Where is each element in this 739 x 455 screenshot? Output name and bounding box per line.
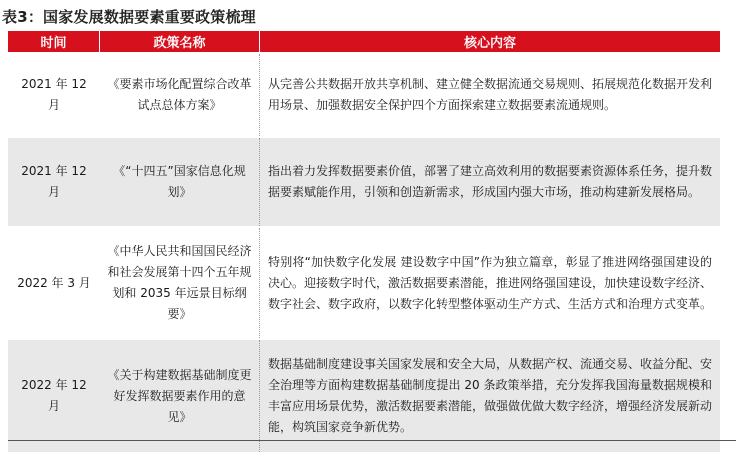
- row-time: 2022 年 12 月: [8, 340, 100, 452]
- policy-table: [8, 29, 720, 454]
- row-time: 2022 年 3 月: [17, 275, 91, 290]
- row-policy: 《关于构建数据基础制度更好发挥数据要素作用的意见》: [100, 340, 260, 452]
- table-row: [8, 54, 720, 136]
- row-policy: 《要素市场化配置综合改革试点总体方案》: [100, 54, 260, 136]
- row-content: 特别将“加快数字化发展 建设数字中国”作为独立篇章，彰显了推进网络强国建设的决心。迎接数字时代，激活数据要素潜能，推进网络强国建设，加快建设数字经济、数字社会、数字政府，以数字化转型整体驱动生产方式、生活方式和治理方式变革。: [268, 254, 713, 311]
- row-policy: 《“十四五”国家信息化规划》: [100, 138, 260, 226]
- row-policy: 《中华人民共和国国民经济和社会发展第十四个五年规划和 2035 年远景目标纲要》: [100, 228, 260, 338]
- table-title: 表3：国家发展数据要素重要政策梳理: [2, 8, 256, 26]
- header-content: 核心内容: [260, 31, 720, 52]
- table-header-row: [8, 31, 720, 52]
- table-row: [8, 340, 720, 452]
- row-content: 指出着力发挥数据要素价值，部署了建立高效利用的数据要素资源体系任务，提升数据要素赋能作用，引领和创造新需求，形成国内强大市场，推动构建新发展格局。: [260, 138, 720, 226]
- row-time: 2021 年 12 月: [8, 138, 100, 226]
- row-time: 2021 年 12 月: [21, 77, 87, 112]
- header-policy: 政策名称: [100, 31, 260, 52]
- row-content: 从完善公共数据开放共享机制、建立健全数据流通交易规则、拓展规范化数据开发利用场景、加强数据安全保护四个方面探索建立数据要素流通规则。: [268, 77, 713, 112]
- footer-divider: [8, 440, 736, 441]
- table-row: [8, 138, 720, 226]
- row-content: 数据基础制度建设事关国家发展和安全大局，从数据产权、流通交易、收益分配、安全治理等方面构建数据基础制度提出 20 条政策举措，充分发挥我国海量数据规模和丰富应用场景优势，激活数据要素潜能，做强做优做大数字经济，增强经济发展新动能，构筑国家竞争新优势。: [260, 340, 720, 452]
- header-time: 时间: [8, 31, 100, 52]
- table-row: [8, 228, 720, 338]
